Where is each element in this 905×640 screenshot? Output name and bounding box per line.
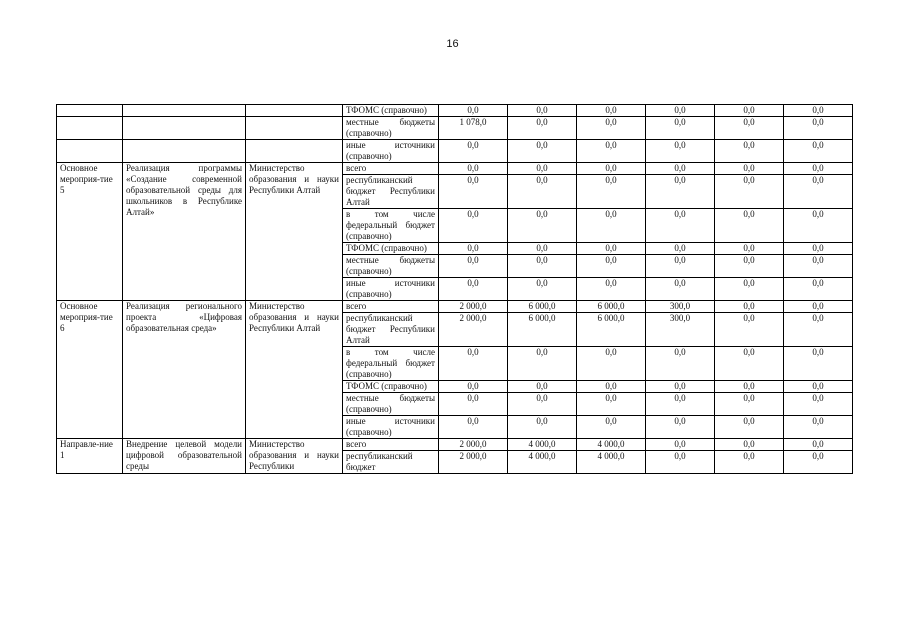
value-cell: 0,0: [784, 117, 853, 140]
value-cell: 0,0: [577, 243, 646, 255]
value-cell: 0,0: [784, 301, 853, 313]
value-cell: 0,0: [577, 140, 646, 163]
table-row: [57, 163, 853, 175]
source-cell: в том числе федеральный бюджет (справочно): [343, 347, 439, 381]
value-cell: 0,0: [508, 243, 577, 255]
value-cell: 0,0: [715, 416, 784, 439]
value-cell: 0,0: [577, 175, 646, 209]
value-cell: 0,0: [646, 278, 715, 301]
budget-table: [56, 104, 853, 474]
value-cell: 0,0: [508, 140, 577, 163]
value-cell: 300,0: [646, 301, 715, 313]
direction-code-cell: Направле-ние 1: [57, 439, 123, 474]
value-cell: 0,0: [508, 117, 577, 140]
value-cell: 1 078,0: [439, 117, 508, 140]
value-cell: 0,0: [784, 175, 853, 209]
table-row: [57, 105, 853, 117]
value-cell: 0,0: [715, 439, 784, 451]
value-cell: 4 000,0: [508, 439, 577, 451]
value-cell: 0,0: [784, 393, 853, 416]
value-cell: 0,0: [715, 175, 784, 209]
value-cell: 0,0: [646, 451, 715, 474]
executor-cell: Министерство образования и науки Республики Алтай: [246, 301, 343, 439]
value-cell: 0,0: [646, 416, 715, 439]
value-cell: 0,0: [784, 381, 853, 393]
source-cell: местные бюджеты (справочно): [343, 393, 439, 416]
value-cell: 0,0: [439, 416, 508, 439]
value-cell: 0,0: [577, 347, 646, 381]
value-cell: 0,0: [508, 381, 577, 393]
source-cell: всего: [343, 439, 439, 451]
value-cell: 0,0: [646, 209, 715, 243]
value-cell: 4 000,0: [508, 451, 577, 474]
value-cell: 0,0: [715, 209, 784, 243]
value-cell: 2 000,0: [439, 313, 508, 347]
value-cell: 0,0: [439, 243, 508, 255]
value-cell: 0,0: [577, 381, 646, 393]
value-cell: 0,0: [439, 381, 508, 393]
measure-code-cell: Основное мероприя-тие 5: [57, 163, 123, 301]
source-cell: иные источники (справочно): [343, 416, 439, 439]
table-row: [57, 439, 853, 451]
value-cell: 0,0: [715, 117, 784, 140]
value-cell: 0,0: [439, 175, 508, 209]
value-cell: 0,0: [646, 347, 715, 381]
value-cell: 0,0: [577, 163, 646, 175]
value-cell: 0,0: [577, 416, 646, 439]
value-cell: 0,0: [784, 313, 853, 347]
value-cell: 0,0: [715, 381, 784, 393]
value-cell: 0,0: [784, 255, 853, 278]
measure-name-cell: Реализация программы «Создание современной образовательной среды для школьников в Республике Алтай»: [123, 163, 246, 301]
code-cell: [57, 105, 123, 117]
value-cell: 0,0: [784, 347, 853, 381]
value-cell: 0,0: [439, 278, 508, 301]
source-cell: республиканский бюджет: [343, 451, 439, 474]
value-cell: 0,0: [439, 105, 508, 117]
value-cell: 0,0: [646, 255, 715, 278]
executor-cell: [246, 117, 343, 140]
value-cell: 0,0: [439, 255, 508, 278]
value-cell: 0,0: [439, 140, 508, 163]
value-cell: 6 000,0: [577, 301, 646, 313]
value-cell: 4 000,0: [577, 439, 646, 451]
table-row: [57, 140, 853, 163]
value-cell: 0,0: [577, 117, 646, 140]
value-cell: 0,0: [577, 255, 646, 278]
source-cell: иные источники (справочно): [343, 140, 439, 163]
value-cell: 6 000,0: [508, 313, 577, 347]
value-cell: 0,0: [508, 347, 577, 381]
value-cell: 0,0: [508, 175, 577, 209]
value-cell: 0,0: [646, 117, 715, 140]
value-cell: 0,0: [577, 278, 646, 301]
name-cell: [123, 105, 246, 117]
value-cell: 0,0: [784, 105, 853, 117]
value-cell: 0,0: [784, 278, 853, 301]
source-cell: местные бюджеты (справочно): [343, 117, 439, 140]
source-cell: республиканский бюджет Республики Алтай: [343, 175, 439, 209]
table-row: [57, 117, 853, 140]
value-cell: 0,0: [508, 393, 577, 416]
value-cell: 0,0: [715, 163, 784, 175]
value-cell: 0,0: [784, 451, 853, 474]
value-cell: 0,0: [646, 105, 715, 117]
value-cell: 0,0: [646, 243, 715, 255]
source-cell: ТФОМС (справочно): [343, 381, 439, 393]
value-cell: 0,0: [784, 209, 853, 243]
table-row: [57, 301, 853, 313]
executor-cell: [246, 105, 343, 117]
value-cell: 0,0: [646, 140, 715, 163]
value-cell: 0,0: [784, 140, 853, 163]
value-cell: 0,0: [439, 347, 508, 381]
value-cell: 4 000,0: [577, 451, 646, 474]
value-cell: 0,0: [508, 416, 577, 439]
value-cell: 0,0: [577, 209, 646, 243]
value-cell: 0,0: [508, 255, 577, 278]
value-cell: 0,0: [508, 105, 577, 117]
value-cell: 0,0: [715, 451, 784, 474]
executor-cell: [246, 140, 343, 163]
value-cell: 0,0: [784, 416, 853, 439]
measure-name-cell: Реализация регионального проекта «Цифровая образовательная среда»: [123, 301, 246, 439]
value-cell: 0,0: [508, 163, 577, 175]
value-cell: 0,0: [646, 439, 715, 451]
value-cell: 2 000,0: [439, 439, 508, 451]
value-cell: 0,0: [439, 163, 508, 175]
source-cell: в том числе федеральный бюджет (справочно): [343, 209, 439, 243]
value-cell: 0,0: [715, 140, 784, 163]
source-cell: республиканский бюджет Республики Алтай: [343, 313, 439, 347]
source-cell: ТФОМС (справочно): [343, 243, 439, 255]
executor-cell: Министерство образования и науки Республики: [246, 439, 343, 474]
source-cell: местные бюджеты (справочно): [343, 255, 439, 278]
value-cell: 0,0: [784, 439, 853, 451]
value-cell: 0,0: [577, 105, 646, 117]
direction-name-cell: Внедрение целевой модели цифровой образовательной среды: [123, 439, 246, 474]
executor-cell: Министерство образования и науки Республики Алтай: [246, 163, 343, 301]
source-cell: всего: [343, 301, 439, 313]
name-cell: [123, 140, 246, 163]
value-cell: 0,0: [715, 301, 784, 313]
value-cell: 0,0: [577, 393, 646, 416]
source-cell: иные источники (справочно): [343, 278, 439, 301]
value-cell: 0,0: [715, 243, 784, 255]
value-cell: 2 000,0: [439, 451, 508, 474]
name-cell: [123, 117, 246, 140]
value-cell: 6 000,0: [508, 301, 577, 313]
page-number: 16: [446, 38, 459, 50]
value-cell: 0,0: [715, 347, 784, 381]
value-cell: 0,0: [646, 381, 715, 393]
value-cell: 0,0: [439, 393, 508, 416]
code-cell: [57, 117, 123, 140]
value-cell: 0,0: [646, 393, 715, 416]
value-cell: 0,0: [646, 163, 715, 175]
source-cell: всего: [343, 163, 439, 175]
value-cell: 0,0: [715, 393, 784, 416]
value-cell: 0,0: [715, 313, 784, 347]
code-cell: [57, 140, 123, 163]
measure-code-cell: Основное мероприя-тие 6: [57, 301, 123, 439]
value-cell: 0,0: [508, 209, 577, 243]
value-cell: 2 000,0: [439, 301, 508, 313]
value-cell: 0,0: [715, 278, 784, 301]
value-cell: 0,0: [646, 175, 715, 209]
source-cell: ТФОМС (справочно): [343, 105, 439, 117]
value-cell: 0,0: [439, 209, 508, 243]
value-cell: 0,0: [784, 243, 853, 255]
value-cell: 0,0: [508, 278, 577, 301]
value-cell: 300,0: [646, 313, 715, 347]
value-cell: 0,0: [784, 163, 853, 175]
value-cell: 0,0: [715, 255, 784, 278]
value-cell: 6 000,0: [577, 313, 646, 347]
value-cell: 0,0: [715, 105, 784, 117]
